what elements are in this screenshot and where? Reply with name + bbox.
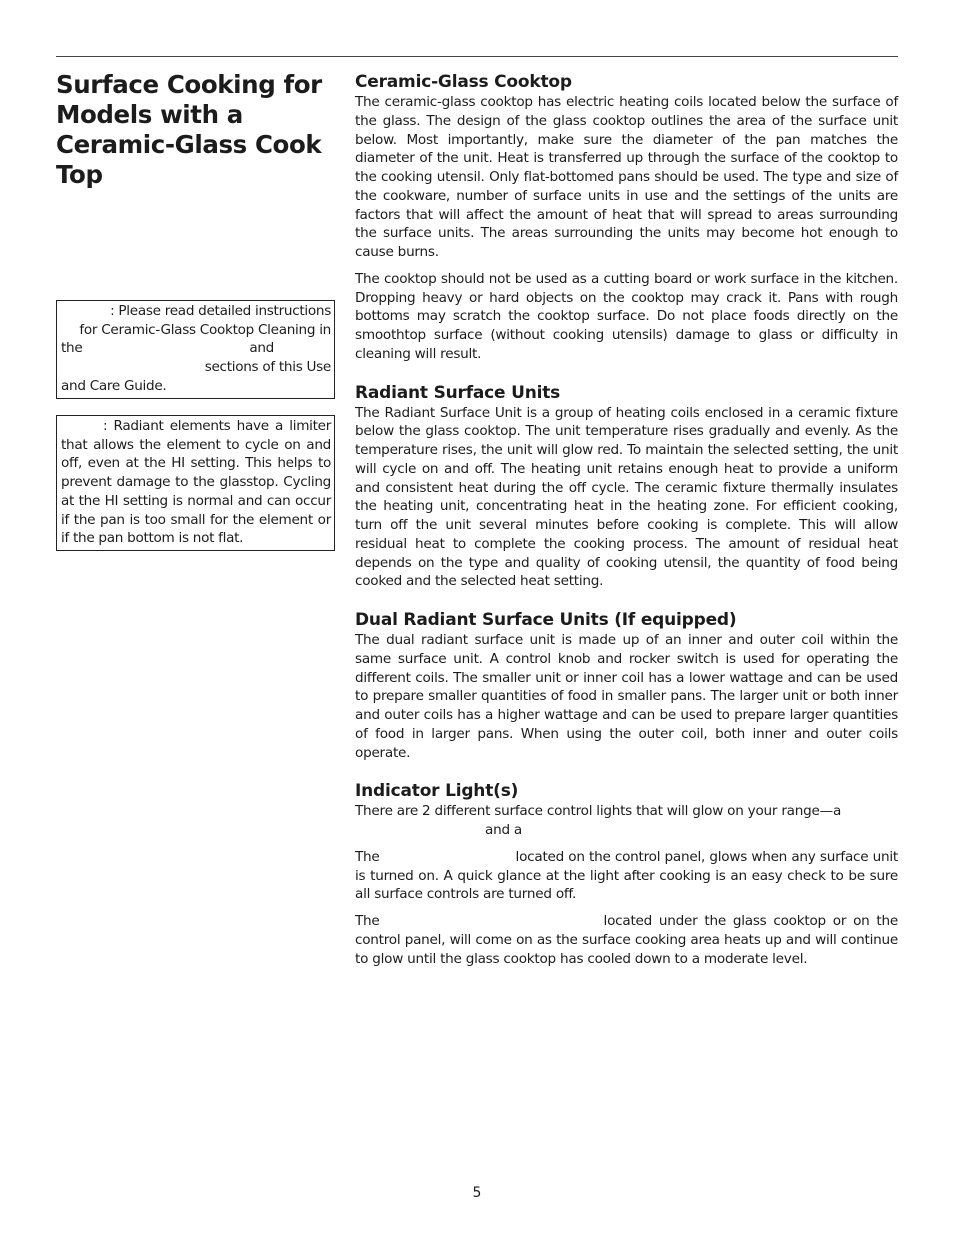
radiant-limiter-note-text: : Radiant elements have a limiter that allows the element to cycle on and off, even at the HI setting. This helps to prevent damage to the glasstop. Cycling at the HI setting is normal and can occur if the pan is too small for the element or if the pan bottom is not flat.: [61, 418, 331, 547]
note-line: : Please read detailed instructions: [110, 303, 331, 319]
paragraph: The ceramic-glass cooktop has electric heating coils located below the surface of the glass. The design of the glass cooktop outlines the area of the surface unit below. Most importantly, make sure the diameter of the pan matches the diameter of the unit. Heat is transferred up through the surface of the cooktop to the cooking utensil. Only flat-bottomed pans should be used. The type and size of the cookware, number of surface units in use and the settings of the units are factors that will affect the amount of heat that will spread to areas surrounding the surface units. The areas surrounding the units may become hot enough to cause burns.: [355, 94, 898, 260]
radiant-limiter-note-box: [56, 415, 335, 551]
section-radiant-surface-units: [355, 383, 898, 592]
paragraph: The dual radiant surface unit is made up of an inner and outer coil within the same surface unit. A control knob and rocker switch is used for operating the different coils. The smaller unit or inner coil has a lower wattage and can be used to prepare smaller quantities of food in smaller pans. The larger unit or both inner and outer coils has a higher wattage and can be used to prepare larger quantities of food in larger pans. When using the outer coil, both inner and outer coils operate.: [355, 632, 898, 761]
note-line: sections of this Use: [204, 359, 331, 376]
note-line: for Ceramic-Glass Cooktop Cleaning in: [79, 321, 331, 338]
paragraph-text: located under the glass cooktop or on the control panel, will come on as the surface cooking area heats up and will continue to glow until the glass cooktop has cooled down to a moderate level.: [355, 913, 898, 967]
paragraph-text: There are 2 different surface control lights that will glow on your range—a: [355, 803, 842, 820]
cleaning-note-box: [56, 300, 335, 399]
section-heading: Radiant Surface Units: [355, 382, 561, 403]
note-word: and: [249, 340, 274, 357]
main-column: [355, 72, 898, 987]
section-dual-radiant-surface-units: [355, 610, 898, 762]
paragraph: [355, 802, 898, 840]
page-title: Surface Cooking for Models with a Ceramic-Glass Cook Top: [56, 70, 322, 189]
top-rule: [56, 56, 898, 57]
paragraph-text: The: [355, 848, 380, 865]
section-heading: Indicator Light(s): [355, 781, 519, 802]
section-heading: Dual Radiant Surface Units (If equipped): [355, 610, 737, 630]
section-heading: Ceramic-Glass Cooktop: [355, 72, 572, 92]
paragraph: The cooktop should not be used as a cutting board or work surface in the kitchen. Dropping heavy or hard objects on the cooktop may crack it. Pans with rough bottoms may scratch the cooktop surface. Do not place foods directly on the smoothtop surface (without cooking utensils) damage to glass or difficulty in cleaning will result.: [355, 270, 898, 362]
section-indicator-lights: [355, 781, 898, 968]
page-number: 5: [472, 1185, 482, 1201]
note-line: [61, 339, 331, 358]
section-ceramic-glass-cooktop: [355, 72, 898, 364]
paragraph: [355, 912, 898, 968]
note-word: the: [61, 340, 83, 357]
paragraph-text: located on the control panel, glows when any surface unit is turned on. A quick glance at the light after cooking is an easy check to be sure all surface controls are turned off.: [355, 848, 898, 903]
paragraph: [355, 848, 898, 904]
paragraph: The Radiant Surface Unit is a group of heating coils enclosed in a ceramic fixture below the glass cooktop. The unit temperature rises gradually and evenly. As the temperature rises, the unit will glow red. To maintain the selected setting, the unit will cycle on and off. The heating unit retains enough heat to provide a uniform and consistent heat during the off cycle. The ceramic fixture thermally insulates the heating unit, concentrating heat in the heating zone. For efficient cooking, turn off the unit several minutes before cooking is complete. This will allow residual heat to complete the cooking process. The amount of residual heat depends on the type and quality of cooking utensil, the quantity of food being cooked and the selected heat setting.: [355, 404, 898, 590]
paragraph-text: and a: [485, 822, 522, 838]
note-line: and Care Guide.: [61, 377, 167, 394]
paragraph-text: The: [355, 913, 380, 929]
